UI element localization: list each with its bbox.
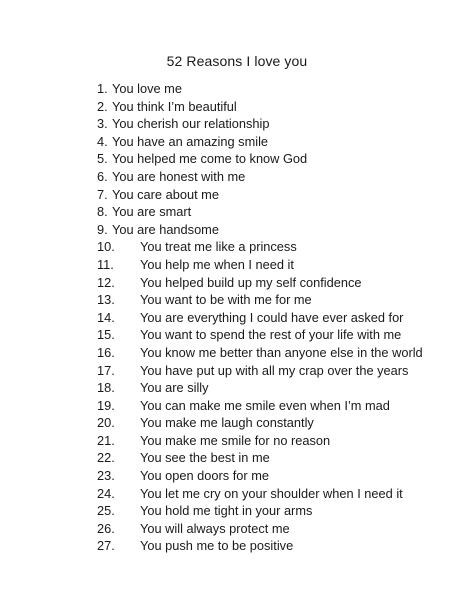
list-item — [0, 80, 474, 98]
list-item — [0, 256, 474, 274]
list-item — [0, 291, 474, 309]
item-number: 14. — [97, 309, 115, 325]
document-title: 52 Reasons I love you — [166, 53, 308, 69]
item-text: You push me to be positive — [140, 538, 294, 554]
item-number: 25. — [97, 503, 115, 519]
item-text: You see the best in me — [140, 450, 270, 466]
item-text: You are honest with me — [112, 168, 246, 184]
item-text: You cherish our relationship — [112, 116, 270, 132]
item-text: You let me cry on your shoulder when I need it — [140, 485, 403, 501]
item-text: You are handsome — [112, 221, 219, 237]
list-item — [0, 309, 474, 327]
item-text: You have put up with all my crap over the years — [140, 362, 409, 378]
list-item — [0, 379, 474, 397]
item-number: 21. — [97, 432, 115, 448]
item-number: 3. — [97, 116, 108, 132]
item-text: You are smart — [112, 204, 192, 220]
list-item — [0, 98, 474, 116]
item-text: You help me when I need it — [140, 256, 294, 272]
list-item — [0, 168, 474, 186]
list-item — [0, 397, 474, 415]
list-item — [0, 537, 474, 555]
item-number: 22. — [97, 450, 115, 466]
item-text: You care about me — [112, 186, 219, 202]
list-item — [0, 485, 474, 503]
list-item — [0, 362, 474, 380]
item-number: 6. — [97, 168, 108, 184]
item-number: 16. — [97, 344, 115, 360]
item-text: You will always protect me — [140, 520, 290, 536]
list-item — [0, 449, 474, 467]
item-number: 8. — [97, 204, 108, 220]
item-text: You make me smile for no reason — [140, 432, 331, 448]
item-text: You open doors for me — [140, 468, 270, 484]
item-number: 19. — [97, 397, 115, 413]
item-number: 15. — [97, 327, 115, 343]
item-number: 24. — [97, 485, 115, 501]
item-number: 26. — [97, 520, 115, 536]
item-number: 11. — [97, 256, 114, 272]
item-number: 9. — [97, 221, 108, 237]
item-number: 1. — [97, 81, 108, 96]
item-number: 7. — [97, 186, 108, 202]
list-item — [0, 150, 474, 168]
item-text: You are everything I could have ever asked for — [140, 309, 404, 325]
item-text: You think I’m beautiful — [112, 98, 237, 114]
item-text: You make me laugh constantly — [140, 415, 314, 431]
item-text: You helped me come to know God — [112, 151, 308, 167]
list-item — [0, 344, 474, 362]
list-item — [0, 520, 474, 538]
item-text: You want to be with me for me — [140, 292, 312, 308]
item-text: You can make me smile even when I’m mad — [140, 397, 390, 413]
item-number: 10. — [97, 239, 115, 255]
item-number: 13. — [97, 292, 115, 308]
item-number: 5. — [97, 151, 108, 167]
item-text: You love me — [112, 81, 182, 96]
list-item — [0, 467, 474, 485]
item-text: You helped build up my self confidence — [140, 274, 362, 290]
list-item — [0, 326, 474, 344]
item-number: 23. — [97, 468, 115, 484]
item-text: You know me better than anyone else in the world — [140, 344, 423, 360]
item-number: 12. — [97, 274, 115, 290]
list-item — [0, 274, 474, 292]
item-number: 27. — [97, 538, 115, 554]
item-number: 17. — [97, 362, 115, 378]
list-item — [0, 133, 474, 151]
item-number: 18. — [97, 380, 115, 396]
item-number: 2. — [97, 98, 108, 114]
list-item — [0, 414, 474, 432]
list-item — [0, 115, 474, 133]
list-item — [0, 221, 474, 239]
list-item — [0, 186, 474, 204]
item-text: You hold me tight in your arms — [140, 503, 313, 519]
list-item — [0, 238, 474, 256]
item-text: You are silly — [140, 380, 209, 396]
item-number: 20. — [97, 415, 115, 431]
item-number: 4. — [97, 133, 108, 149]
list-item — [0, 432, 474, 450]
list-item — [0, 502, 474, 520]
item-text: You want to spend the rest of your life with me — [140, 327, 402, 343]
item-text: You have an amazing smile — [112, 133, 269, 149]
item-text: You treat me like a princess — [140, 239, 297, 255]
list-item — [0, 203, 474, 221]
reasons-list — [0, 80, 474, 555]
